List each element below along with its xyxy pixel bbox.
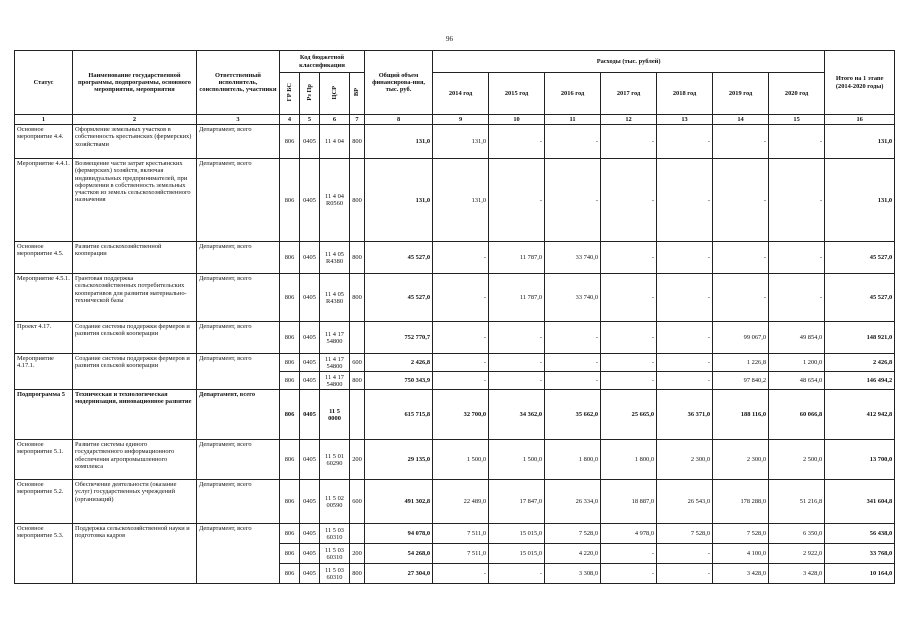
year-value-cell: - [545,159,601,242]
header-year: 2014 год [433,73,489,115]
table-row [15,159,895,242]
grbs-cell: 806 [280,564,300,584]
year-value-cell: 35 662,0 [545,390,601,440]
vr-cell: 800 [350,125,365,159]
table-row [15,242,895,274]
column-index: 13 [657,115,713,125]
total-cell: 27 304,0 [365,564,433,584]
year-value-cell: 1 500,0 [433,440,489,480]
grbs-cell: 806 [280,125,300,159]
responsible-cell: Департамент, всего [197,159,280,242]
vr-cell: 800 [350,564,365,584]
table-row [15,524,895,544]
itogo-cell: 131,0 [825,125,895,159]
year-value-cell: - [657,544,713,564]
table-row [15,440,895,480]
year-value-cell: 11 787,0 [489,274,545,322]
status-cell: Основное мероприятие 5.3. [15,524,73,584]
status-cell: Мероприятие 4.5.1. [15,274,73,322]
status-cell: Мероприятие 4.17.1. [15,354,73,390]
total-cell: 94 078,0 [365,524,433,544]
header-vr: ВР [353,88,361,97]
year-value-cell: - [769,125,825,159]
rzpr-cell: 0405 [300,544,320,564]
vr-cell: 800 [350,372,365,390]
header-csr: ЦСР [330,85,338,100]
itogo-cell: 10 164,0 [825,564,895,584]
year-value-cell: 15 015,0 [489,524,545,544]
rzpr-cell: 0405 [300,354,320,372]
year-value-cell: 131,0 [433,125,489,159]
year-value-cell: 1 800,0 [545,440,601,480]
itogo-cell: 33 768,0 [825,544,895,564]
header-program: Наименование государственной программы, подпрограммы, основного мероприятия, мероприятия [73,51,197,115]
header-year: 2017 год [601,73,657,115]
csr-cell: 11 5 03 60310 [320,564,350,584]
responsible-cell: Департамент, всего [197,390,280,440]
csr-cell: 11 4 17 54800 [320,354,350,372]
year-value-cell: 49 854,0 [769,322,825,354]
itogo-cell: 341 604,8 [825,480,895,524]
year-value-cell: 188 116,0 [713,390,769,440]
year-value-cell: - [433,372,489,390]
year-value-cell: - [601,372,657,390]
responsible-cell: Департамент, всего [197,480,280,524]
year-value-cell: 32 700,0 [433,390,489,440]
year-value-cell: 17 847,0 [489,480,545,524]
vr-cell: 600 [350,480,365,524]
vr-cell: 600 [350,354,365,372]
year-value-cell: - [601,564,657,584]
rzpr-cell: 0405 [300,125,320,159]
year-value-cell: - [769,159,825,242]
csr-cell: 11 4 17 54800 [320,322,350,354]
column-index: 14 [713,115,769,125]
column-index: 2 [73,115,197,125]
grbs-cell: 806 [280,440,300,480]
grbs-cell: 806 [280,524,300,544]
total-cell: 29 135,0 [365,440,433,480]
year-value-cell: 7 511,0 [433,544,489,564]
year-value-cell: - [657,354,713,372]
status-cell: Подпрограмма 5 [15,390,73,440]
column-index: 4 [280,115,300,125]
year-value-cell: 7 511,0 [433,524,489,544]
year-value-cell: - [433,564,489,584]
year-value-cell: - [713,125,769,159]
year-value-cell: - [657,372,713,390]
year-value-cell: 1 500,0 [489,440,545,480]
year-value-cell: - [713,274,769,322]
table-row [15,354,895,372]
table-row [15,274,895,322]
itogo-cell: 45 527,0 [825,242,895,274]
rzpr-cell: 0405 [300,322,320,354]
column-index: 6 [320,115,350,125]
total-cell: 2 426,8 [365,354,433,372]
page-number: 96 [446,35,453,43]
csr-cell: 11 5 02 00590 [320,480,350,524]
itogo-cell: 131,0 [825,159,895,242]
csr-cell: 11 4 05 R4380 [320,274,350,322]
year-value-cell: 3 428,0 [769,564,825,584]
year-value-cell: - [601,322,657,354]
vr-cell: 200 [350,440,365,480]
total-cell: 131,0 [365,125,433,159]
column-index: 15 [769,115,825,125]
total-cell: 54 268,0 [365,544,433,564]
itogo-cell: 2 426,8 [825,354,895,372]
year-value-cell: - [713,242,769,274]
vr-cell: 200 [350,544,365,564]
year-value-cell: - [545,372,601,390]
header-rzpr: Рз Пр [305,84,313,101]
itogo-cell: 13 700,0 [825,440,895,480]
year-value-cell: - [601,274,657,322]
grbs-cell: 806 [280,354,300,372]
year-value-cell: - [489,564,545,584]
year-value-cell: - [601,159,657,242]
responsible-cell: Департамент, всего [197,524,280,584]
year-value-cell: 4 100,0 [713,544,769,564]
header-year: 2018 год [657,73,713,115]
table-row [15,390,895,440]
year-value-cell: 4 220,0 [545,544,601,564]
year-value-cell: - [489,372,545,390]
year-value-cell: - [433,274,489,322]
name-cell: Возмещение части затрат крестьянских (фермерских) хозяйств, включая индивидуальных предпринимателей, при оформлении в собственность земельных участков из земель сельскохозяйственного назначения [73,159,197,242]
year-value-cell: 15 015,0 [489,544,545,564]
year-value-cell: 51 216,8 [769,480,825,524]
header-year: 2016 год [545,73,601,115]
year-value-cell: - [657,274,713,322]
year-value-cell: - [545,354,601,372]
year-value-cell: - [433,322,489,354]
year-value-cell: - [545,125,601,159]
rzpr-cell: 0405 [300,274,320,322]
year-value-cell: 2 500,0 [769,440,825,480]
grbs-cell: 806 [280,242,300,274]
year-value-cell: 7 528,0 [713,524,769,544]
csr-cell: 11 4 17 54800 [320,372,350,390]
column-index: 10 [489,115,545,125]
responsible-cell: Департамент, всего [197,354,280,390]
column-index: 16 [825,115,895,125]
year-value-cell: 18 887,0 [601,480,657,524]
header-budget-code: Код бюджетной классификации [280,51,365,73]
year-value-cell: 26 543,0 [657,480,713,524]
total-cell: 45 527,0 [365,274,433,322]
status-cell: Основное мероприятие 4.4. [15,125,73,159]
name-cell: Оформление земельных участков в собственность крестьянских (фермерских) хозяйствами [73,125,197,159]
year-value-cell: 7 528,0 [657,524,713,544]
total-cell: 491 302,8 [365,480,433,524]
grbs-cell: 806 [280,274,300,322]
year-value-cell: - [545,322,601,354]
vr-cell [350,322,365,354]
status-cell: Основное мероприятие 5.1. [15,440,73,480]
itogo-cell: 45 527,0 [825,274,895,322]
rzpr-cell: 0405 [300,372,320,390]
header-expenses: Расходы (тыс. рублей) [433,51,825,73]
year-value-cell: 99 067,0 [713,322,769,354]
year-value-cell: - [433,354,489,372]
responsible-cell: Департамент, всего [197,242,280,274]
year-value-cell: 97 840,2 [713,372,769,390]
column-index: 3 [197,115,280,125]
rzpr-cell: 0405 [300,524,320,544]
header-total: Общий объем финансирова-ния, тыс. руб. [365,51,433,115]
year-value-cell: 2 300,0 [713,440,769,480]
year-value-cell: - [713,159,769,242]
itogo-cell: 56 438,0 [825,524,895,544]
grbs-cell: 806 [280,159,300,242]
table-row [15,125,895,159]
grbs-cell: 806 [280,372,300,390]
responsible-cell: Департамент, всего [197,274,280,322]
column-index: 8 [365,115,433,125]
year-value-cell: 131,0 [433,159,489,242]
header-grbs: ГР БС [285,83,293,102]
year-value-cell: - [489,354,545,372]
grbs-cell: 806 [280,480,300,524]
csr-cell: 11 4 04 [320,125,350,159]
grbs-cell: 806 [280,544,300,564]
itogo-cell: 148 921,0 [825,322,895,354]
year-value-cell: - [657,242,713,274]
year-value-cell: 25 665,0 [601,390,657,440]
year-value-cell: - [489,322,545,354]
total-cell: 615 715,8 [365,390,433,440]
column-index: 1 [15,115,73,125]
year-value-cell: - [657,125,713,159]
year-value-cell: 3 308,0 [545,564,601,584]
year-value-cell: - [657,159,713,242]
responsible-cell: Департамент, всего [197,322,280,354]
header-status: Статус [15,51,73,115]
year-value-cell: 7 528,0 [545,524,601,544]
name-cell: Создание системы поддержки фермеров и развития сельской кооперации [73,322,197,354]
budget-table [14,50,895,584]
itogo-cell: 146 494,2 [825,372,895,390]
grbs-cell: 806 [280,322,300,354]
year-value-cell: 2 922,0 [769,544,825,564]
total-cell: 752 770,7 [365,322,433,354]
vr-cell: 800 [350,159,365,242]
year-value-cell: 22 489,0 [433,480,489,524]
name-cell: Развитие системы единого государственного информационного обеспечения агропромышленного комплекса [73,440,197,480]
csr-cell: 11 4 05 R4380 [320,242,350,274]
year-value-cell: - [489,159,545,242]
vr-cell [350,390,365,440]
year-value-cell: 1 226,8 [713,354,769,372]
year-value-cell: - [657,322,713,354]
year-value-cell: 33 740,0 [545,274,601,322]
table-row [15,480,895,524]
year-value-cell: 2 300,0 [657,440,713,480]
year-value-cell: - [601,354,657,372]
rzpr-cell: 0405 [300,480,320,524]
table-body [15,125,895,584]
column-index-row [15,115,895,125]
csr-cell: 11 5 0000 [320,390,350,440]
csr-cell: 11 4 04 R0560 [320,159,350,242]
status-cell: Проект 4.17. [15,322,73,354]
rzpr-cell: 0405 [300,440,320,480]
column-index: 9 [433,115,489,125]
year-value-cell: - [657,564,713,584]
year-value-cell: 36 371,0 [657,390,713,440]
table-header [15,51,895,125]
year-value-cell: - [601,125,657,159]
year-value-cell: - [601,242,657,274]
year-value-cell: - [601,544,657,564]
rzpr-cell: 0405 [300,390,320,440]
year-value-cell: 48 654,0 [769,372,825,390]
header-year: 2015 год [489,73,545,115]
name-cell: Развитие сельскохозяйственной кооперации [73,242,197,274]
status-cell: Основное мероприятие 4.5. [15,242,73,274]
column-index: 7 [350,115,365,125]
rzpr-cell: 0405 [300,159,320,242]
name-cell: Грантовая поддержка сельскохозяйственных потребительских кооперативов для развития материально-технической базы [73,274,197,322]
column-index: 12 [601,115,657,125]
year-value-cell: 178 288,0 [713,480,769,524]
header-year: 2020 год [769,73,825,115]
csr-cell: 11 5 03 60310 [320,544,350,564]
vr-cell: 800 [350,274,365,322]
csr-cell: 11 5 03 60310 [320,524,350,544]
total-cell: 131,0 [365,159,433,242]
year-value-cell: - [769,242,825,274]
name-cell: Создание системы поддержки фермеров и развития сельской кооперации [73,354,197,390]
year-value-cell: 4 978,0 [601,524,657,544]
year-value-cell: - [433,242,489,274]
header-responsible: Ответственный исполнитель, соисполнитель, участники [197,51,280,115]
year-value-cell: 34 362,0 [489,390,545,440]
status-cell: Основное мероприятие 5.2. [15,480,73,524]
grbs-cell: 806 [280,390,300,440]
name-cell: Поддержка сельскохозяйственной науки и подготовка кадров [73,524,197,584]
rzpr-cell: 0405 [300,564,320,584]
header-itogo: Итого на 1 этапе (2014-2020 годы) [825,51,895,115]
total-cell: 750 343,9 [365,372,433,390]
year-value-cell: 1 200,0 [769,354,825,372]
year-value-cell: 1 800,0 [601,440,657,480]
year-value-cell: 6 350,0 [769,524,825,544]
vr-cell [350,524,365,544]
status-cell: Мероприятие 4.4.1. [15,159,73,242]
name-cell: Техническая и технологическая модернизация, инновационное развитие [73,390,197,440]
rzpr-cell: 0405 [300,242,320,274]
year-value-cell: 60 066,8 [769,390,825,440]
year-value-cell: 3 428,0 [713,564,769,584]
column-index: 5 [300,115,320,125]
responsible-cell: Департамент, всего [197,125,280,159]
year-value-cell: - [769,274,825,322]
year-value-cell: 33 740,0 [545,242,601,274]
year-value-cell: 26 334,0 [545,480,601,524]
name-cell: Обеспечение деятельности (оказание услуг) государственных учреждений (организаций) [73,480,197,524]
vr-cell: 800 [350,242,365,274]
year-value-cell: - [489,125,545,159]
total-cell: 45 527,0 [365,242,433,274]
responsible-cell: Департамент, всего [197,440,280,480]
itogo-cell: 412 942,8 [825,390,895,440]
column-index: 11 [545,115,601,125]
csr-cell: 11 5 01 60290 [320,440,350,480]
header-year: 2019 год [713,73,769,115]
table-row [15,322,895,354]
year-value-cell: 11 787,0 [489,242,545,274]
